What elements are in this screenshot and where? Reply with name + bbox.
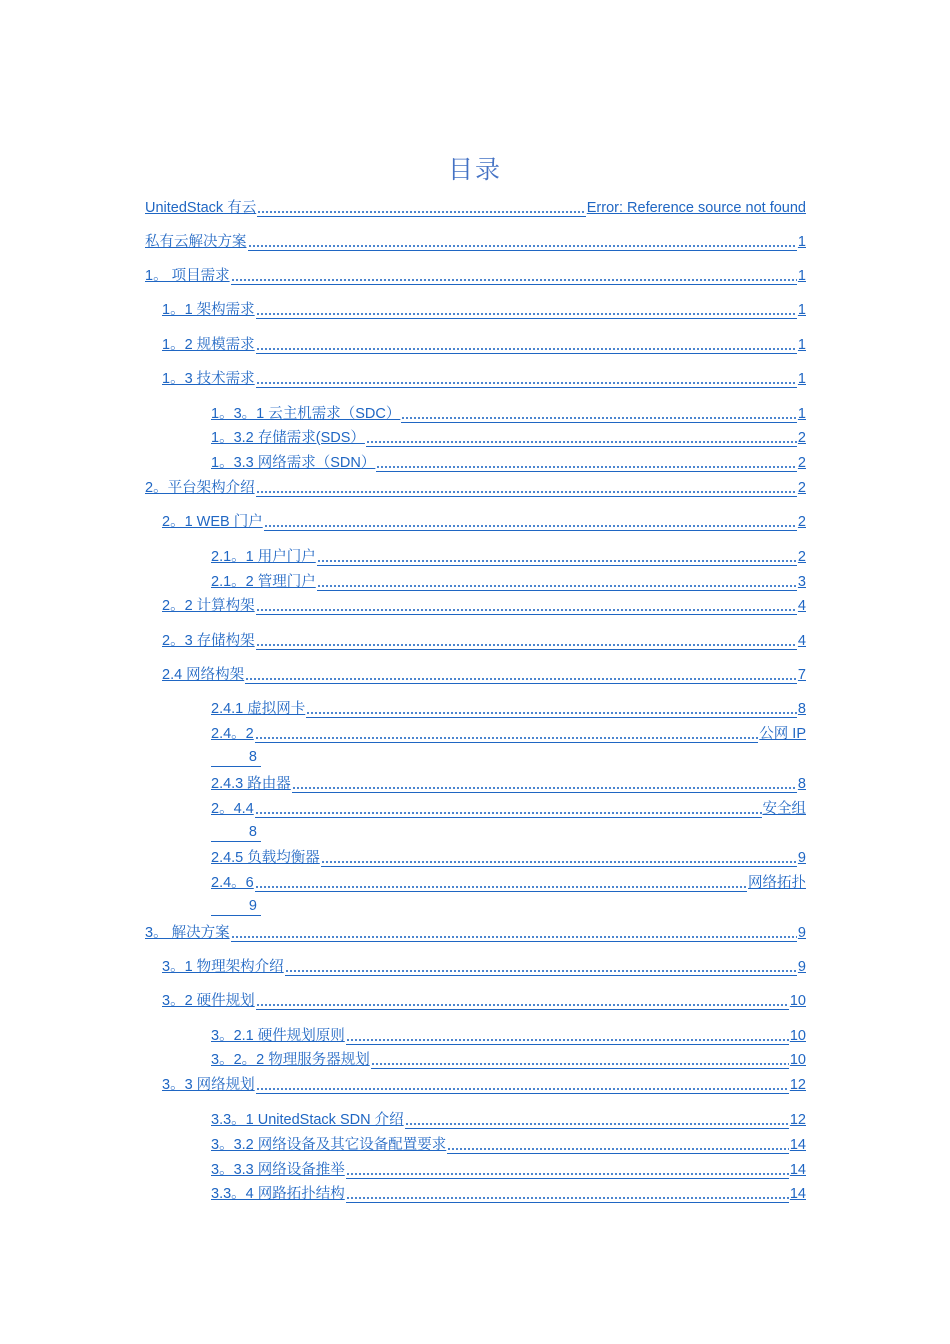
toc-entry-page: Error: Reference source not found [586,200,806,216]
toc-entry-page: 2 [797,480,806,496]
toc-leader-dots [255,724,759,743]
toc-entry-page: 8 [797,701,806,717]
toc-entry-page: 2 [797,430,806,446]
toc-entry-page: 4 [797,633,806,649]
toc-entry-page: 14 [789,1162,806,1178]
toc-entry[interactable] [162,369,806,388]
toc-entry[interactable] [162,991,806,1010]
toc-entry-title: 3.3。4 网路拓扑结构 [211,1186,345,1202]
toc-entry[interactable] [162,665,806,684]
toc-entry[interactable] [211,547,806,566]
toc-entry[interactable] [211,848,806,867]
toc-entry-title: 1。3。1 云主机需求（SDC） [211,406,401,422]
toc-leader-dots [256,300,797,319]
toc-leader-dots [231,266,797,285]
toc-leader-dots [248,232,797,251]
toc-entry-title: 2.4.1 虚拟网卡 [211,701,306,717]
toc-entry-title: 3。2 硬件规划 [162,993,255,1009]
toc-entry[interactable] [211,572,806,591]
toc-entry-page-wrapped[interactable] [211,823,261,842]
toc-entry-page: 9 [797,850,806,866]
toc-entry-title: 3。3.3 网络设备推举 [211,1162,345,1178]
toc-leader-dots [256,369,797,388]
toc-leader-dots [346,1026,789,1045]
toc-leader-dots [317,572,797,591]
toc-entry-title: 2.4 网络构架 [162,667,245,683]
toc-entry[interactable] [162,1075,806,1094]
toc-entry[interactable] [211,724,806,743]
toc-entry-title: 3。3 网络规划 [162,1077,255,1093]
toc-leader-dots [231,923,797,942]
toc-entry-page: 12 [789,1112,806,1128]
toc-entry[interactable] [211,428,806,447]
toc-entry-title: 2.4。2 [211,726,254,742]
toc-leader-dots [306,699,797,718]
toc-entry[interactable] [211,1160,806,1179]
toc-entry-page-wrapped[interactable] [211,897,261,916]
toc-entry-page: 7 [797,667,806,683]
toc-entry-page: 1 [797,234,806,250]
toc-entry[interactable] [162,512,806,531]
toc-entry-title: 2。平台架构介绍 [145,480,255,496]
toc-entry-page-number: 8 [248,749,257,765]
toc-entry-page: 12 [789,1077,806,1093]
toc-entry[interactable] [211,699,806,718]
toc-leader-dots [292,774,797,793]
toc-entry-page: 1 [797,406,806,422]
toc-entry-page: 安全组 [762,801,806,817]
toc-entry-page: 9 [797,925,806,941]
toc-entry-title: 2。2 计算构架 [162,598,255,614]
toc-entry[interactable] [145,923,806,942]
toc-entry-title: 2.1。1 用户门户 [211,549,316,565]
toc-entry-title: 2。3 存储构架 [162,633,255,649]
toc-entry[interactable] [211,873,806,892]
toc-entry-title: 1。3.2 存储需求(SDS） [211,430,365,446]
toc-entry-page: 14 [789,1137,806,1153]
toc-entry-page: 8 [797,776,806,792]
toc-entry-page-wrapped[interactable] [211,748,261,767]
toc-entry[interactable] [211,404,806,423]
toc-entry-title: 3。2.1 硬件规划原则 [211,1028,345,1044]
toc-entry[interactable] [211,1184,806,1203]
toc-entry[interactable] [145,266,806,285]
toc-entry-title: 2。4.4 [211,801,254,817]
toc-entry[interactable] [162,300,806,319]
toc-entry-title: 3。2。2 物理服务器规划 [211,1052,370,1068]
toc-leader-dots [257,198,586,217]
toc-entry-page: 2 [797,549,806,565]
toc-leader-dots [256,1075,789,1094]
toc-entry-page: 4 [797,598,806,614]
toc-leader-dots [376,453,797,472]
toc-entry-page: 9 [797,959,806,975]
toc-entry-page: 10 [789,993,806,1009]
toc-entry[interactable] [211,1110,806,1129]
toc-entry-page: 3 [797,574,806,590]
toc-entry-page-number: 8 [248,824,257,840]
toc-entry-page: 2 [797,455,806,471]
toc-entry[interactable] [162,631,806,650]
toc-leader-dots [405,1110,789,1129]
toc-leader-dots [256,478,797,497]
toc-leader-dots [346,1184,789,1203]
toc-entry[interactable] [211,1135,806,1154]
toc-entry-title: 2.4.3 路由器 [211,776,291,792]
toc-entry-title: 1。1 架构需求 [162,302,255,318]
toc-entry[interactable] [145,478,806,497]
toc-entry-page-number: 9 [248,898,257,914]
toc-leader-dots [401,404,797,423]
toc-leader-dots [366,428,797,447]
toc-leader-dots [255,873,747,892]
toc-entry-page: 1 [797,337,806,353]
toc-entry-title: 3。1 物理架构介绍 [162,959,284,975]
toc-entry[interactable] [211,799,806,818]
toc-leader-dots [256,596,797,615]
toc-entry-title: 2.4。6 [211,875,254,891]
toc-entry-page: 1 [797,268,806,284]
toc-entry[interactable] [211,1050,806,1069]
toc-entry-title: 1。3 技术需求 [162,371,255,387]
toc-entry[interactable] [162,335,806,354]
toc-leader-dots [285,957,797,976]
toc-leader-dots [321,848,797,867]
toc-entry-page: 1 [797,302,806,318]
toc-entry-title: 1。2 规模需求 [162,337,255,353]
toc-entry[interactable] [211,453,806,472]
toc-entry[interactable] [211,774,806,793]
toc-leader-dots [371,1050,789,1069]
toc-entry[interactable] [162,957,806,976]
toc-entry-page: 10 [789,1028,806,1044]
toc-entry[interactable] [211,1026,806,1045]
toc-entry[interactable] [162,596,806,615]
toc-entry-page: 10 [789,1052,806,1068]
toc-leader-dots [264,512,797,531]
toc-entry-page: 公网 IP [759,726,806,742]
toc-entry-title: 私有云解决方案 [145,234,247,250]
toc-entry-page: 14 [789,1186,806,1202]
toc-leader-dots [255,799,762,818]
page-title: 目录 [447,155,502,184]
toc-entry-title: UnitedStack 有云 [145,200,257,216]
toc-entry-title: 2。1 WEB 门户 [162,514,263,530]
toc-entry-title: 3。 解决方案 [145,925,230,941]
toc-leader-dots [245,665,797,684]
toc-leader-dots [317,547,797,566]
toc-leader-dots [346,1160,789,1179]
toc-entry-title: 3.3。1 UnitedStack SDN 介绍 [211,1112,404,1128]
toc-entry-page: 2 [797,514,806,530]
toc-leader-dots [256,991,789,1010]
toc-entry-page: 网络拓扑 [748,875,806,891]
toc-entry-title: 2.4.5 负载均衡器 [211,850,320,866]
toc-leader-dots [447,1135,789,1154]
toc-entry-page: 1 [797,371,806,387]
toc-entry-title: 3。3.2 网络设备及其它设备配置要求 [211,1137,447,1153]
toc-leader-dots [256,631,797,650]
toc-entry-title: 2.1。2 管理门户 [211,574,316,590]
toc-entry-title: 1。 项目需求 [145,268,230,284]
toc-entry[interactable] [145,198,806,217]
toc-entry[interactable] [145,232,806,251]
toc-entry-title: 1。3.3 网络需求（SDN） [211,455,376,471]
toc-leader-dots [256,335,797,354]
